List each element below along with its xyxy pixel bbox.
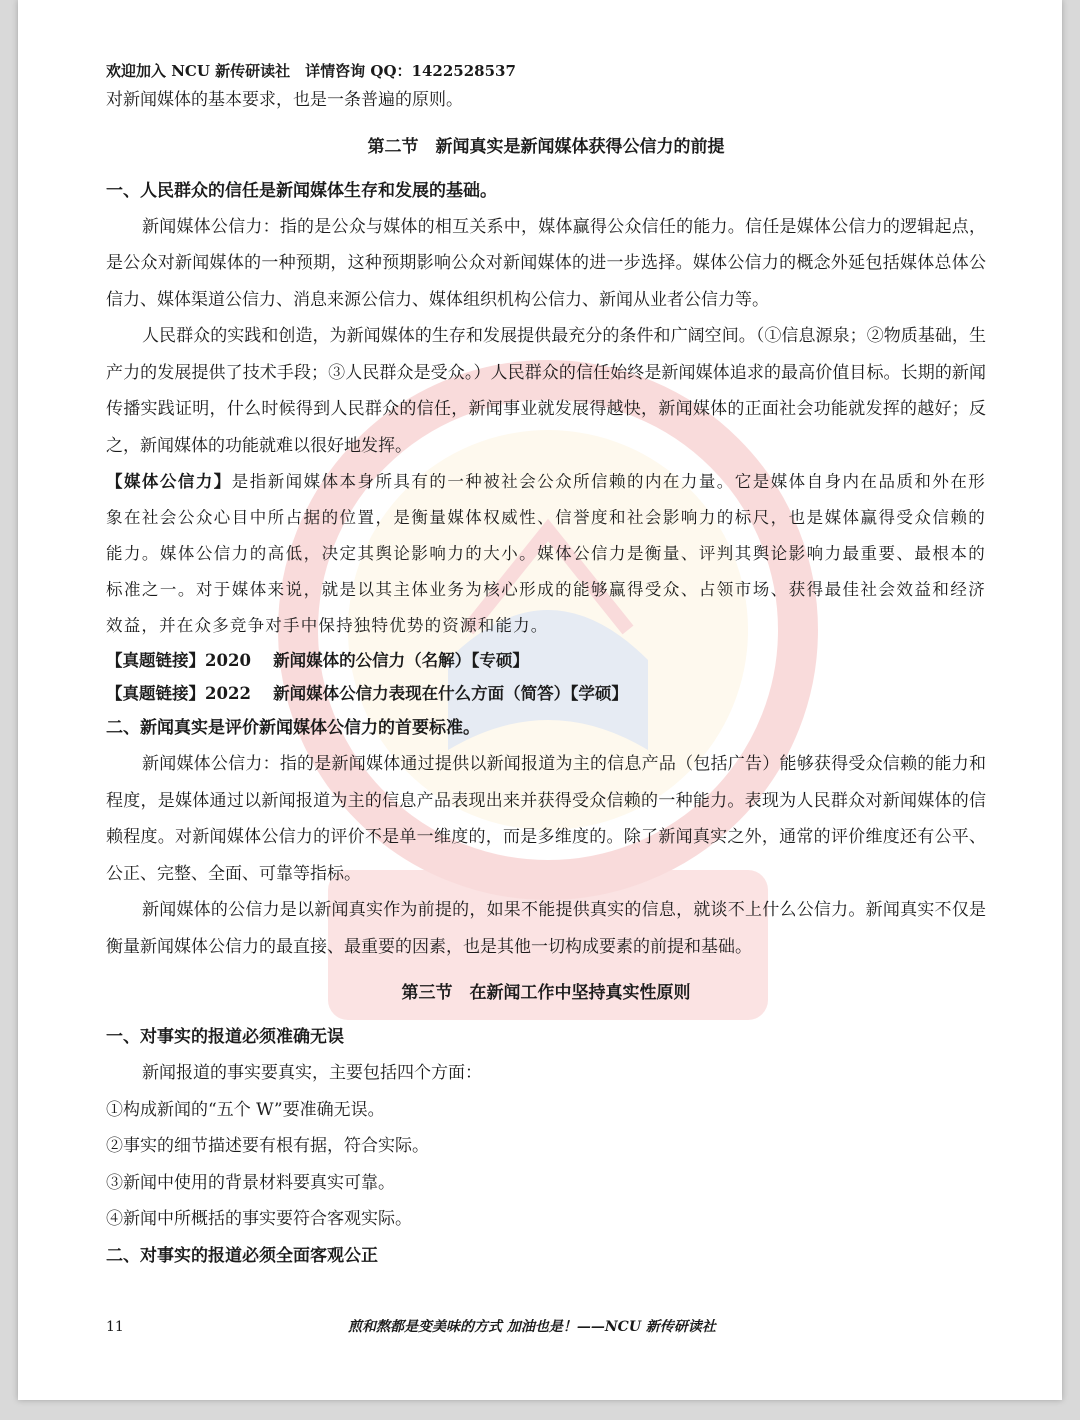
section-3-title: 第三节 在新闻工作中坚持真实性原则 bbox=[401, 983, 691, 1003]
footer-slogan: 煎和熬都是变美味的方式 加油也是！——NCU 新传研读社 bbox=[348, 1319, 716, 1335]
document-page bbox=[18, 0, 1062, 1400]
section-3-heading-1: 一、对事实的报道必须准确无误 bbox=[106, 1027, 344, 1047]
section-2-heading-1: 一、人民群众的信任是新闻媒体生存和发展的基础。 bbox=[106, 180, 497, 201]
exam-link-2020 bbox=[106, 644, 986, 677]
definition-label: 【媒体公信力】 bbox=[106, 472, 232, 491]
intro-line: 对新闻媒体的基本要求，也是一条普遍的原则。 bbox=[106, 90, 463, 110]
paragraph-credibility-definition: 新闻媒体公信力：指的是公众与媒体的相互关系中，媒体赢得公众信任的能力。信任是媒体公信力的逻辑起点，是公众对新闻媒体的一种预期，这种预期影响公众对新闻媒体的进一步选择。媒体公信力的概念外延包括媒体总体公信力、媒体渠道公信力、消息来源公信力、媒体组织机构公信力、新闻从业者公信力等。 bbox=[106, 216, 986, 310]
paragraph-people-trust: 人民群众的实践和创造，为新闻媒体的生存和发展提供最充分的条件和广阔空间。（①信息源泉；②物质基础，生产力的发展提供了技术手段；③人民群众是受众。）人民群众的信任始终是新闻媒体追求的最高价值目标。长期的新闻传播实践证明，什么时候得到人民群众的信任，新闻事业就发展得越快，新闻媒体的正面社会功能就发挥的越好；反之，新闻媒体的功能就难以很好地发挥。 bbox=[106, 326, 986, 456]
section-3-intro: 新闻报道的事实要真实，主要包括四个方面： bbox=[142, 1063, 482, 1083]
page-number: 11 bbox=[106, 1319, 124, 1335]
section-3-heading-2: 二、对事实的报道必须全面客观公正 bbox=[106, 1245, 378, 1266]
paragraph-credibility-evaluation: 新闻媒体公信力：指的是新闻媒体通过提供以新闻报道为主的信息产品（包括广告）能够获得受众信赖的能力和程度，是媒体通过以新闻报道为主的信息产品表现出来并获得受众信赖的一种能力。表现为人民群众对新闻媒体的信赖程度。对新闻媒体公信力的评价不是单一维度的，而是多维度的。除了新闻真实之外，通常的评价维度还有公平、公正、完整、全面、可靠等指标。 bbox=[106, 754, 986, 884]
exam-link-2022 bbox=[106, 677, 986, 710]
paragraph-truth-premise: 新闻媒体的公信力是以新闻真实作为前提的，如果不能提供真实的信息，就谈不上什么公信力。新闻真实不仅是衡量新闻媒体公信力的最直接、最重要的因素，也是其他一切构成要素的前提和基础。 bbox=[106, 900, 986, 957]
document-body bbox=[106, 60, 986, 1274]
list-item: ④新闻中所概括的事实要符合客观实际。 bbox=[106, 1209, 412, 1229]
definition-media-credibility bbox=[106, 464, 986, 644]
page-header: 欢迎加入 NCU 新传研读社 详情咨询 QQ：1422528537 bbox=[106, 62, 516, 80]
section-2-heading-2: 二、新闻真实是评价新闻媒体公信力的首要标准。 bbox=[106, 718, 480, 738]
list-item: ②事实的细节描述要有根有据，符合实际。 bbox=[106, 1136, 429, 1156]
exam-link-2020-text: 【真题链接】2020 新闻媒体的公信力（名解）【专硕】 bbox=[106, 651, 529, 670]
section-2-title: 第二节 新闻真实是新闻媒体获得公信力的前提 bbox=[367, 136, 725, 157]
list-item: ①构成新闻的“五个 W”要准确无误。 bbox=[106, 1099, 385, 1120]
list-item: ③新闻中使用的背景材料要真实可靠。 bbox=[106, 1172, 395, 1193]
definition-text: 是指新闻媒体本身所具有的一种被社会公众所信赖的内在力量。它是媒体自身内在品质和外在形象在社会公众心目中所占据的位置，是衡量媒体权威性、信誉度和社会影响力的标尺，也是媒体赢得受众信赖的能力。媒体公信力的高低，决定其舆论影响力的大小。媒体公信力是衡量、评判其舆论影响力最重要、最根本的标准之一。对于媒体来说，就是以其主体业务为核心形成的能够赢得受众、占领市场、获得最佳社会效益和经济效益，并在众多竞争对手中保持独特优势的资源和能力。 bbox=[106, 472, 987, 635]
exam-link-2022-text: 【真题链接】2022 新闻媒体公信力表现在什么方面（简答）【学硕】 bbox=[106, 684, 628, 703]
